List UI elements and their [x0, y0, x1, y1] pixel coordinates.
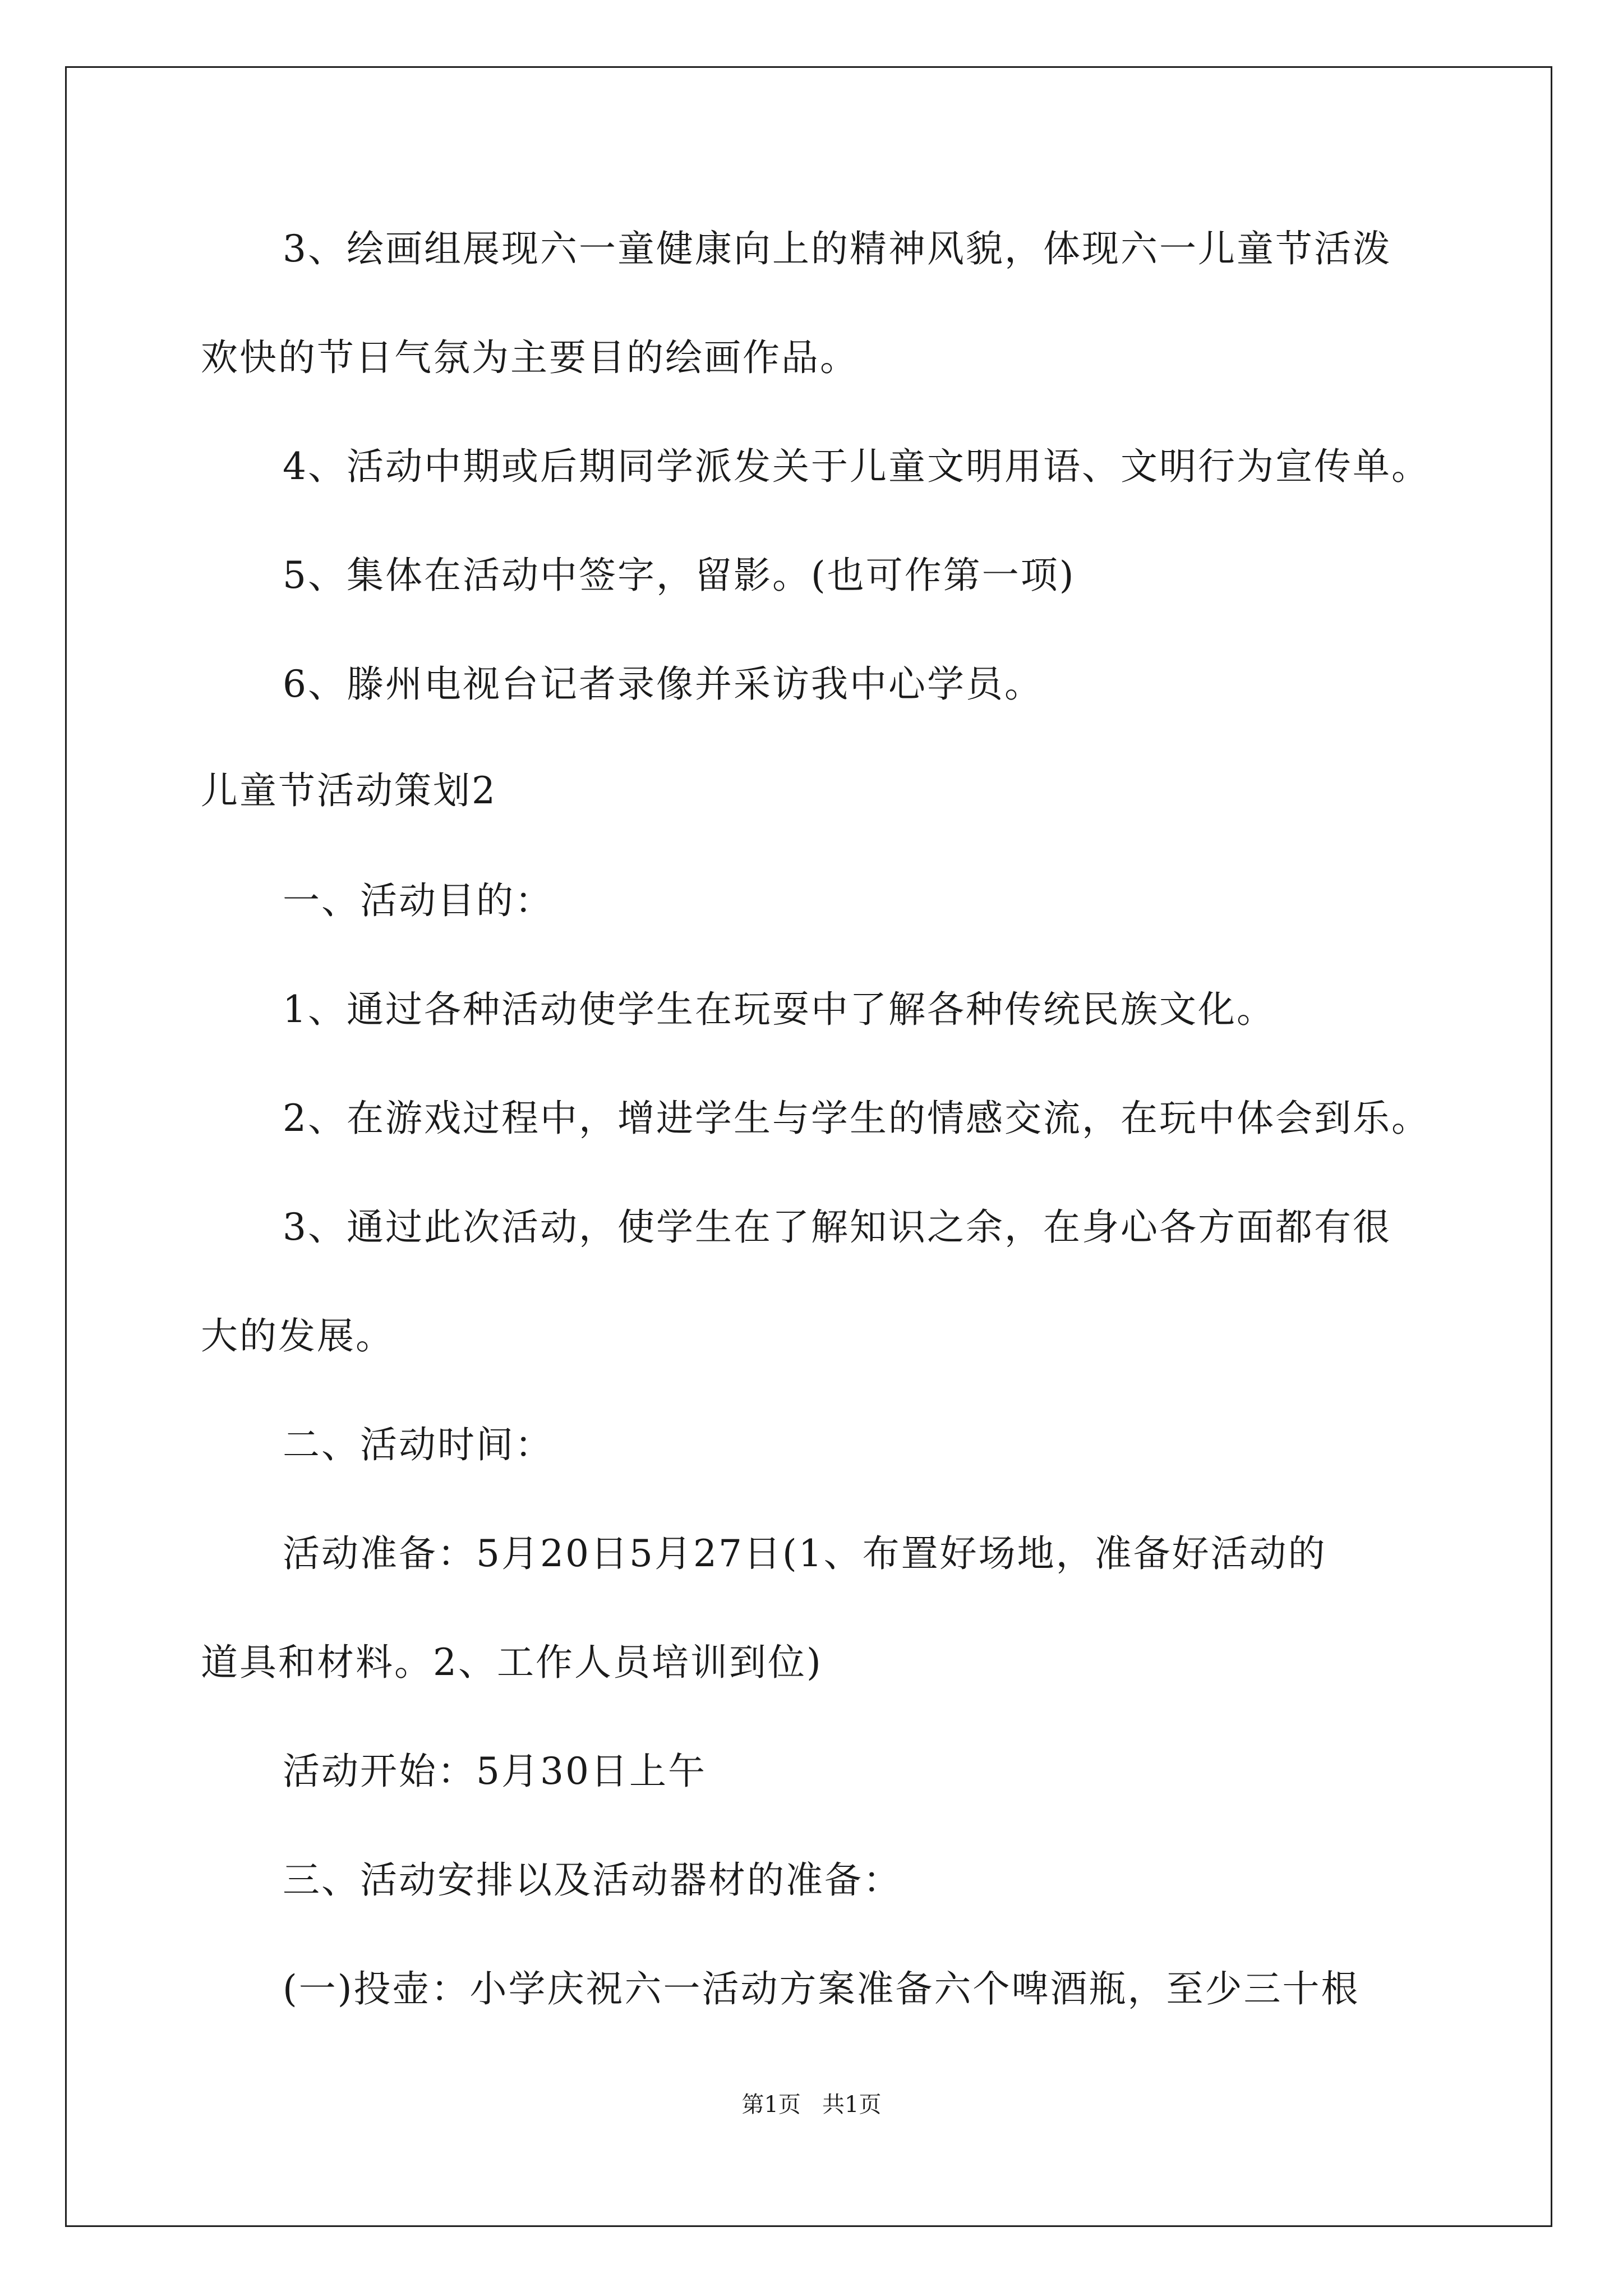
paragraph-line: 5、集体在活动中签字，留影。(也可作第一项)	[283, 554, 1076, 597]
paragraph-line: 2、在游戏过程中，增进学生与学生的情感交流，在玩中体会到乐。	[283, 1097, 1430, 1140]
paragraph-line: 大的发展。	[201, 1314, 394, 1358]
paragraph-line: 欢快的节日气氛为主要目的绘画作品。	[201, 336, 859, 379]
page-footer: 第1页 共1页	[741, 2092, 882, 2118]
paragraph-line: (一)投壶：小学庆祝六一活动方案准备六个啤酒瓶，至少三十根	[283, 1967, 1360, 2010]
paragraph-line: 活动开始：5月30日上午	[283, 1750, 707, 1793]
paragraph-line: 4、活动中期或后期同学派发关于儿童文明用语、文明行为宣传单。	[283, 445, 1430, 488]
paragraph-line: 道具和材料。2、工作人员培训到位)	[201, 1641, 823, 1684]
paragraph-line: 三、活动安排以及活动器材的准备：	[283, 1858, 902, 1902]
paragraph-line: 3、绘画组展现六一童健康向上的精神风貌，体现六一儿童节活泼	[283, 227, 1391, 270]
paragraph-line: 二、活动时间：	[283, 1423, 554, 1466]
paragraph-line: 1、通过各种活动使学生在玩耍中了解各种传统民族文化。	[283, 988, 1275, 1031]
page-border	[65, 66, 1552, 2227]
paragraph-line: 一、活动目的：	[283, 879, 554, 922]
section-heading: 儿童节活动策划2	[201, 769, 497, 812]
paragraph-line: 3、通过此次活动，使学生在了解知识之余，在身心各方面都有很	[283, 1205, 1391, 1249]
paragraph-line: 6、滕州电视台记者录像并采访我中心学员。	[283, 662, 1043, 706]
paragraph-line: 活动准备：5月20日5月27日(1、布置好场地，准备好活动的	[283, 1532, 1327, 1575]
